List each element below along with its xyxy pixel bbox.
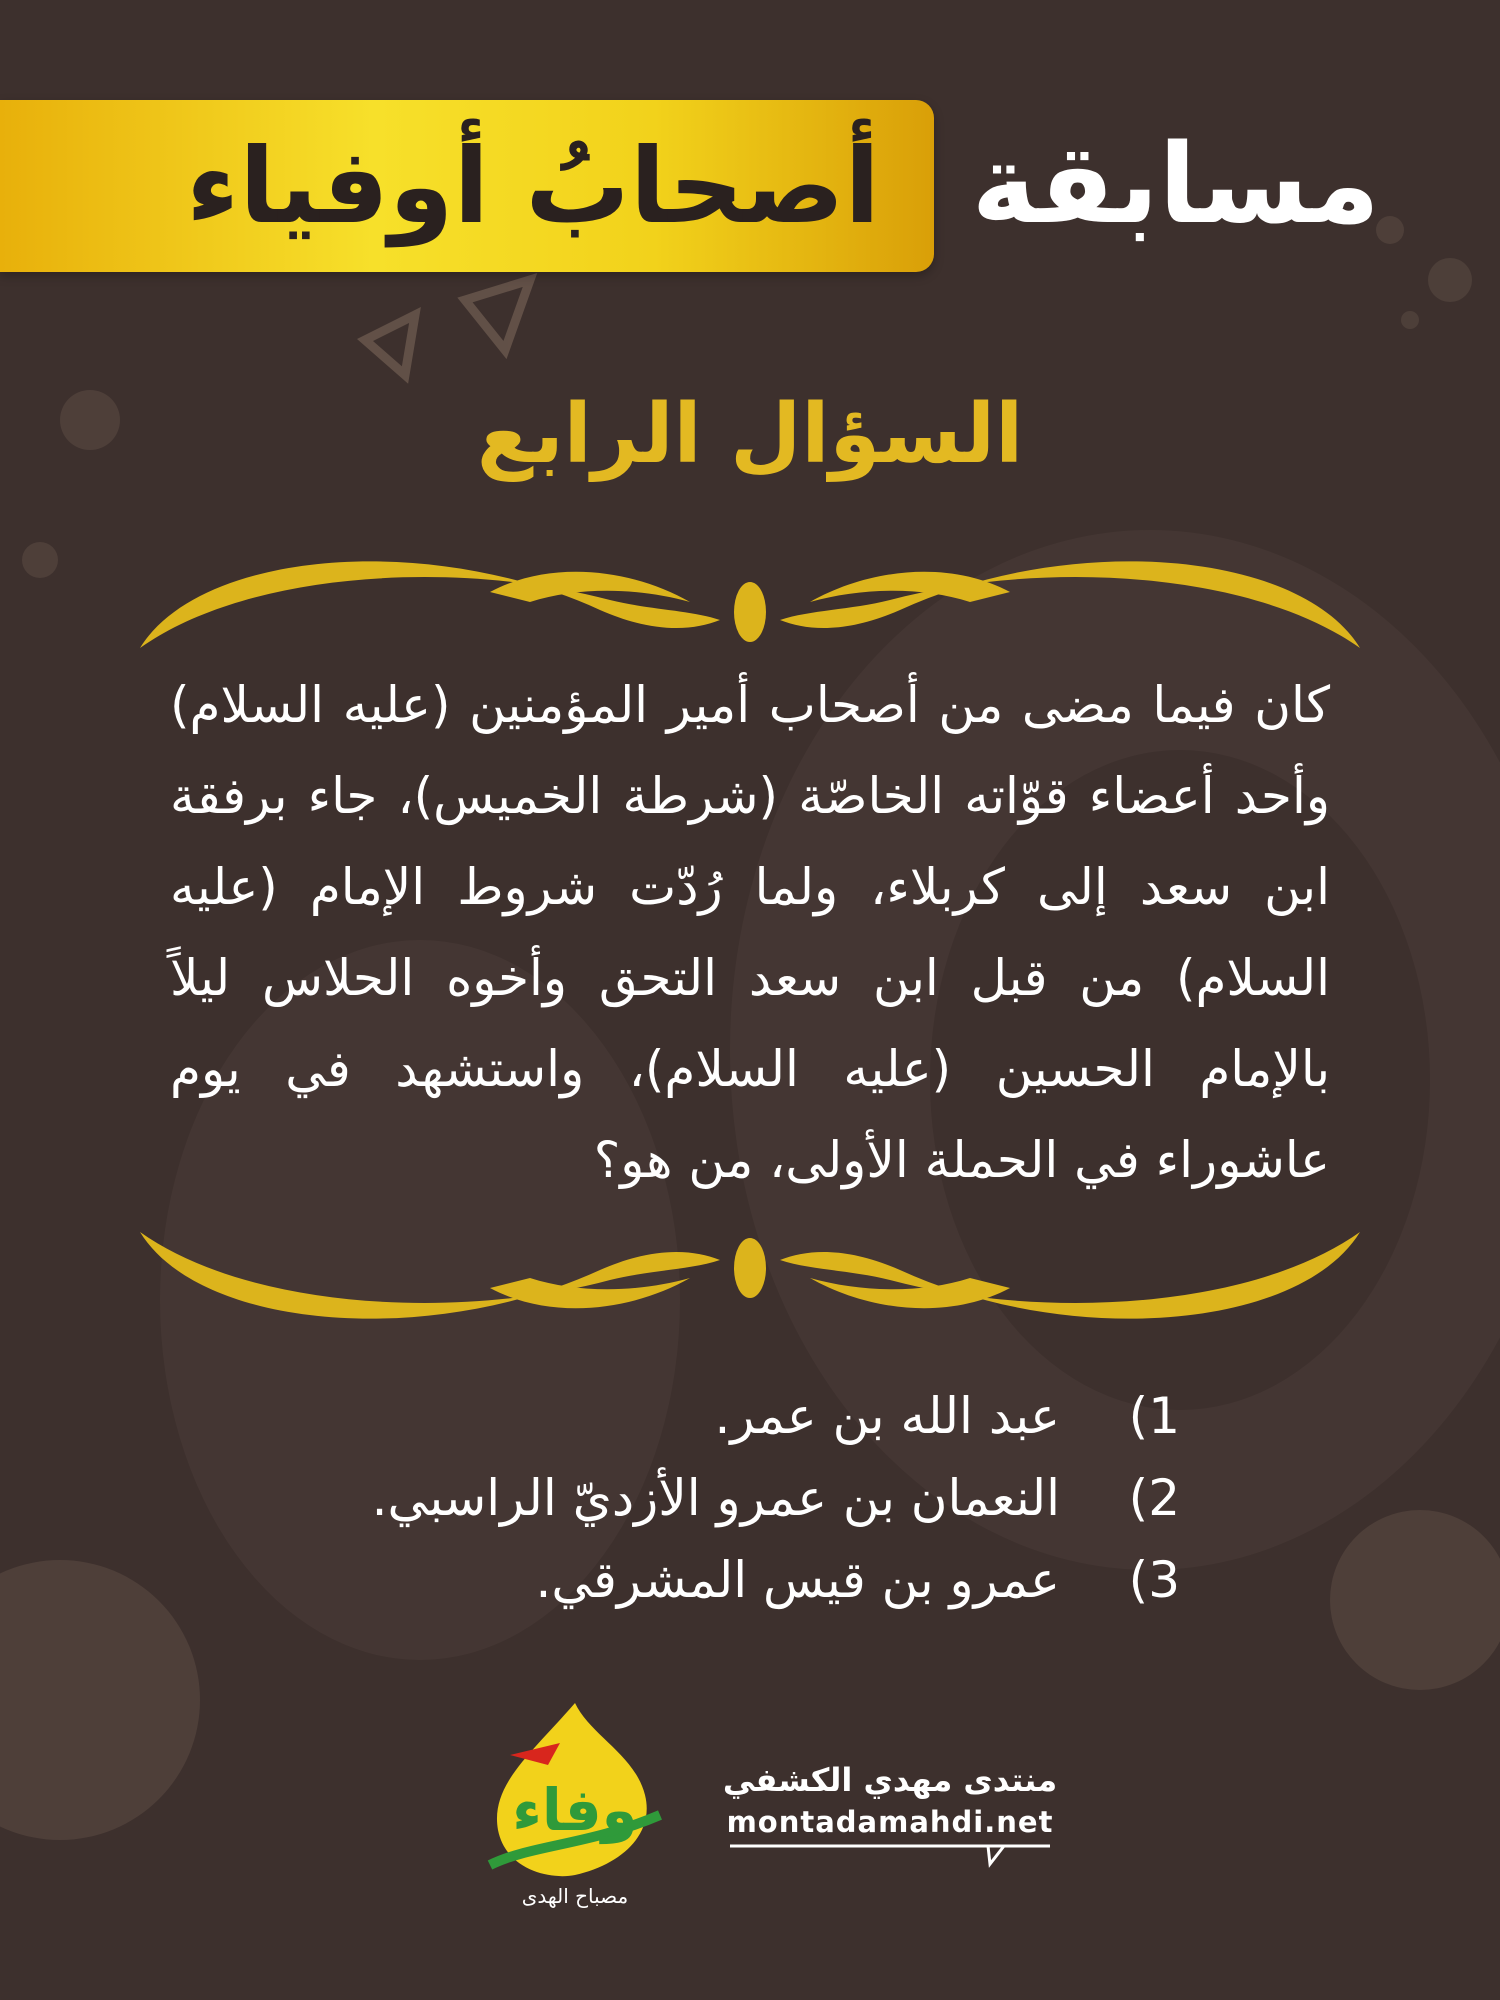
option-text: النعمان بن عمرو الأزديّ الراسبي. (371, 1469, 1060, 1527)
option-number: 2) (1128, 1469, 1180, 1527)
logo-caption: مصباح الهدى (521, 1884, 629, 1908)
competition-label: مسابقة (971, 120, 1380, 248)
answer-option-3 (300, 1539, 1180, 1621)
wafaa-logo (470, 1695, 680, 1925)
option-text: عبد الله بن عمر. (714, 1387, 1060, 1445)
ornament-divider-top (130, 540, 1370, 660)
header (0, 100, 1500, 272)
ornament-divider-bottom (130, 1220, 1370, 1340)
forum-url[interactable]: montadamahdi.net (726, 1805, 1054, 1839)
forum-name: منتدى مهدي الكشفي (722, 1761, 1058, 1799)
option-text: عمرو بن قيس المشرقي. (535, 1551, 1060, 1609)
forum-credit (720, 1758, 1060, 1898)
answer-option-2 (300, 1457, 1180, 1539)
answer-option-1 (300, 1375, 1180, 1457)
answer-options (300, 1375, 1180, 1635)
question-heading: السؤال الرابع (476, 387, 1024, 482)
competition-title: أصحابُ أوفياء (186, 125, 880, 247)
option-number: 1) (1128, 1387, 1180, 1445)
logo-wordmark: وفاء (512, 1776, 638, 1844)
question-body: كان فيما مضى من أصحاب أمير المؤمنين (عليه السلام) وأحد أعضاء قوّاته الخاصّة (شرطة الخميس)، جاء برفقة ابن سعد إلى كربلاء، ولما رُدّت شروط الإمام (عليه السلام) من قبل ابن سعد التحق وأخوه الحلاس ليلاً بالإمام الحسين (عليه السلام)، واستشهد في يوم عاشوراء في الحملة الأولى، من هو؟ (170, 676, 1330, 1189)
option-number: 3) (1128, 1551, 1180, 1609)
speech-underline-icon (728, 1842, 1052, 1872)
